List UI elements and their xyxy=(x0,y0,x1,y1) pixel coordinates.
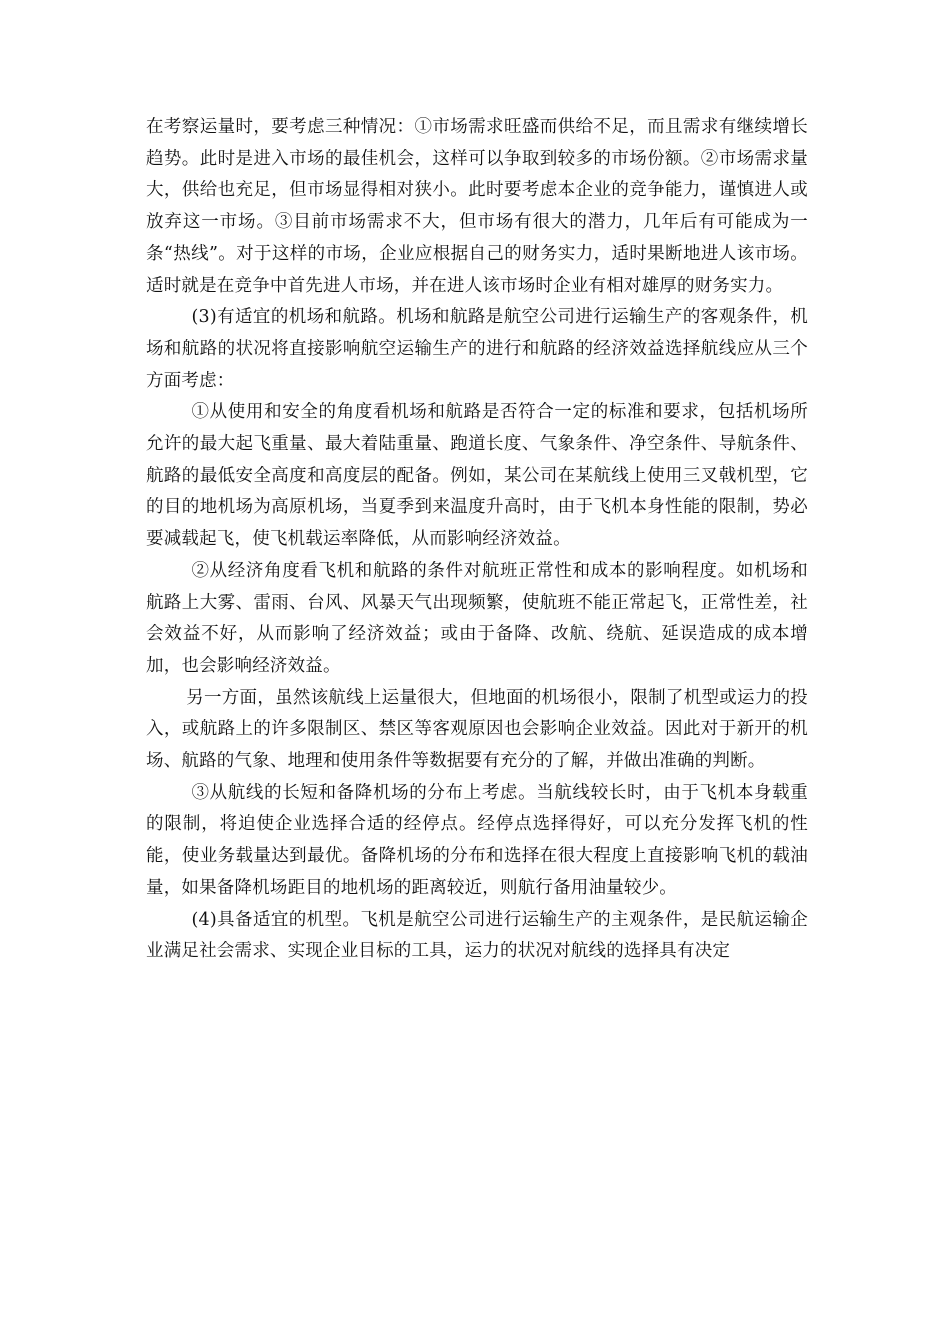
paragraph-economic-conditions: ②从经济角度看飞机和航路的条件对航班正常性和成本的影响程度。如机场和航路上大雾、雷雨、台风、风暴天气出现频繁，使航班不能正常起飞，正常性差，社会效益不好，从而影响了经济效益；或由于备降、改航、绕航、延误造成的成本增加，也会影响经济效益。 xyxy=(146,560,808,676)
paragraph-other-aspect: 另一方面，虽然该航线上运量很大，但地面的机场很小，限制了机型或运力的投入，或航路上的许多限制区、禁区等客观原因也会影响企业效益。因此对于新开的机场、航路的气象、地理和使用条件等数据要有充分的了解，并做出准确的判断。 xyxy=(146,687,808,772)
paragraph-safety-standards: ①从使用和安全的角度看机场和航路是否符合一定的标准和要求，包括机场所允许的最大起飞重量、最大着陆重量、跑道长度、气象条件、净空条件、导航条件、航路的最低安全高度和高度层的配备。例如，某公司在某航线上使用三叉戟机型，它的目的地机场为高原机场，当夏季到来温度升高时，由于飞机本身性能的限制，势必要减载起飞，使飞机载运率降低，从而影响经济效益。 xyxy=(146,402,808,550)
document-body xyxy=(146,112,808,968)
paragraph-airport-route: (3)有适宜的机场和航路。机场和航路是航空公司进行运输生产的客观条件，机场和航路的状况将直接影响航空运输生产的进行和航路的经济效益选择航线应从三个方面考虑： xyxy=(146,307,808,391)
paragraph-route-length: ③从航线的长短和备降机场的分布上考虑。当航线较长时，由于飞机本身载重的限制，将迫使企业选择合适的经停点。经停点选择得好，可以充分发挥飞机的性能，使业务载量达到最优。备降机场的分布和选择在很大程度上直接影响飞机的载油量，如果备降机场距目的地机场的距离较近，则航行备用油量较少。 xyxy=(146,782,808,898)
paragraph-transport-volume: 在考察运量时，要考虑三种情况：①市场需求旺盛而供给不足，而且需求有继续增长趋势。此时是进入市场的最佳机会，这样可以争取到较多的市场份额。②市场需求量大，供给也充足，但市场显得相对狭小。此时要考虑本企业的竞争能力，谨慎进人或放弃这一市场。③目前市场需求不大，但市场有很大的潜力，几年后有可能成为一条“热线”。对于这样的市场，企业应根据自己的财务实力，适时果断地进人该市场。适时就是在竞争中首先进人市场，并在进人该市场时企业有相对雄厚的财务实力。 xyxy=(146,117,808,296)
paragraph-aircraft-type: (4)具备适宜的机型。飞机是航空公司进行运输生产的主观条件，是民航运输企业满足社会需求、实现企业目标的工具，运力的状况对航线的选择具有决定 xyxy=(146,909,808,962)
